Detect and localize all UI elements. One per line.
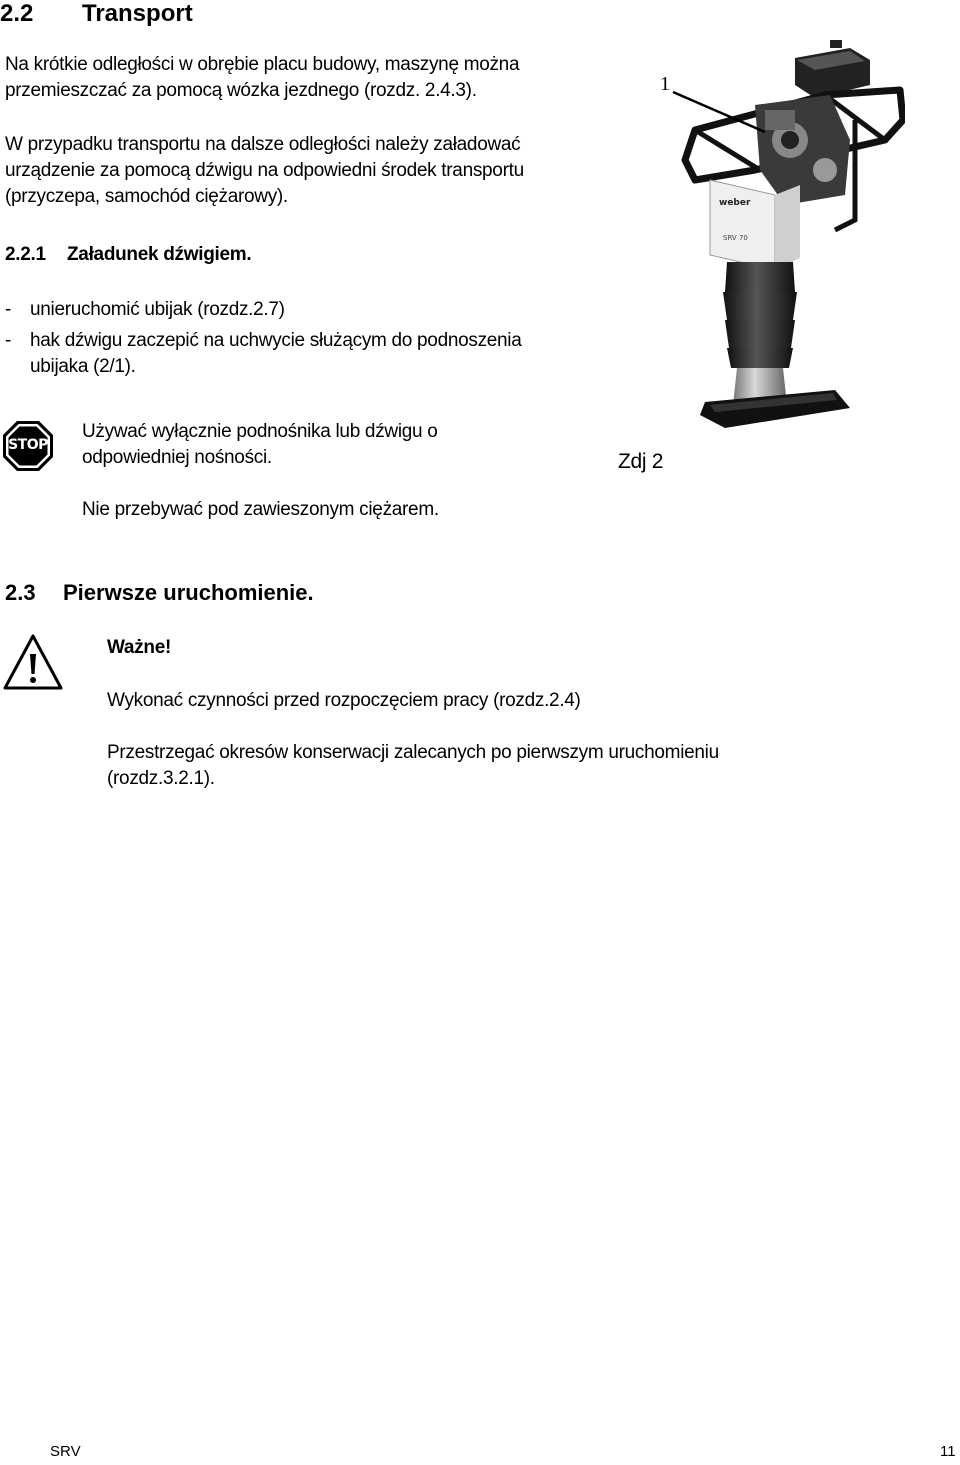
text-line: Używać wyłącznie podnośnika lub dźwigu o xyxy=(82,421,438,442)
stop-notice-suspended-load: Nie przebywać pod zawieszonym ciężarem. xyxy=(82,499,439,520)
text-line: Przestrzegać okresów konserwacji zalecanych po pierwszym uruchomieniu xyxy=(107,742,719,763)
callout-label: 1 xyxy=(660,73,670,95)
maintenance-instruction xyxy=(107,740,719,792)
warning-triangle-icon xyxy=(2,632,64,692)
list-item-hook xyxy=(30,328,522,380)
text-line: odpowiedniej nośności. xyxy=(82,447,272,468)
startup-instruction: Wykonać czynności przed rozpoczęciem pracy (rozdz.2.4) xyxy=(107,690,581,711)
stop-notice-text xyxy=(82,419,438,471)
stop-sign-icon xyxy=(2,420,54,472)
section-title-first-startup: Pierwsze uruchomienie. xyxy=(63,580,314,605)
footer-model: SRV xyxy=(50,1443,81,1460)
page-number: 11 xyxy=(940,1443,956,1460)
section-number-2-2: 2.2 xyxy=(0,0,34,27)
figure-caption: Zdj 2 xyxy=(618,450,664,473)
text-line: hak dźwigu zaczepić na uchwycie służącym do podnoszenia xyxy=(30,330,522,351)
text-line: ubijaka (2/1). xyxy=(30,356,136,377)
paragraph-transport-long xyxy=(5,132,524,210)
text-line: urządzenie za pomocą dźwigu na odpowiedni środek transportu xyxy=(5,160,524,181)
text-line: (przyczepa, samochód ciężarowy). xyxy=(5,186,288,207)
text-line: (rozdz.3.2.1). xyxy=(107,768,215,789)
section-title-transport: Transport xyxy=(82,0,193,27)
callout-leader-line xyxy=(655,70,775,140)
subsection-number-2-2-1: 2.2.1 xyxy=(5,244,46,265)
text-line: przemieszczać za pomocą wózka jezdnego (rozdz. 2.4.3). xyxy=(5,80,477,101)
list-item-dash: - xyxy=(5,299,12,320)
text-line: Na krótkie odległości w obrębie placu budowy, maszynę można xyxy=(5,54,520,75)
list-item-dash: - xyxy=(5,330,12,351)
list-item-immobilize: unieruchomić ubijak (rozdz.2.7) xyxy=(30,299,285,320)
model-badge: SRV 70 xyxy=(723,234,748,242)
section-number-2-3: 2.3 xyxy=(5,580,36,605)
text-line: W przypadku transportu na dalsze odległości należy załadować xyxy=(5,134,521,155)
subsection-title-crane-loading: Załadunek dźwigiem. xyxy=(67,244,252,265)
brand-logo: weber xyxy=(719,198,751,208)
paragraph-transport-short xyxy=(5,52,519,104)
warning-title: Ważne! xyxy=(107,637,171,658)
stop-sign-label: STOP xyxy=(8,437,48,453)
